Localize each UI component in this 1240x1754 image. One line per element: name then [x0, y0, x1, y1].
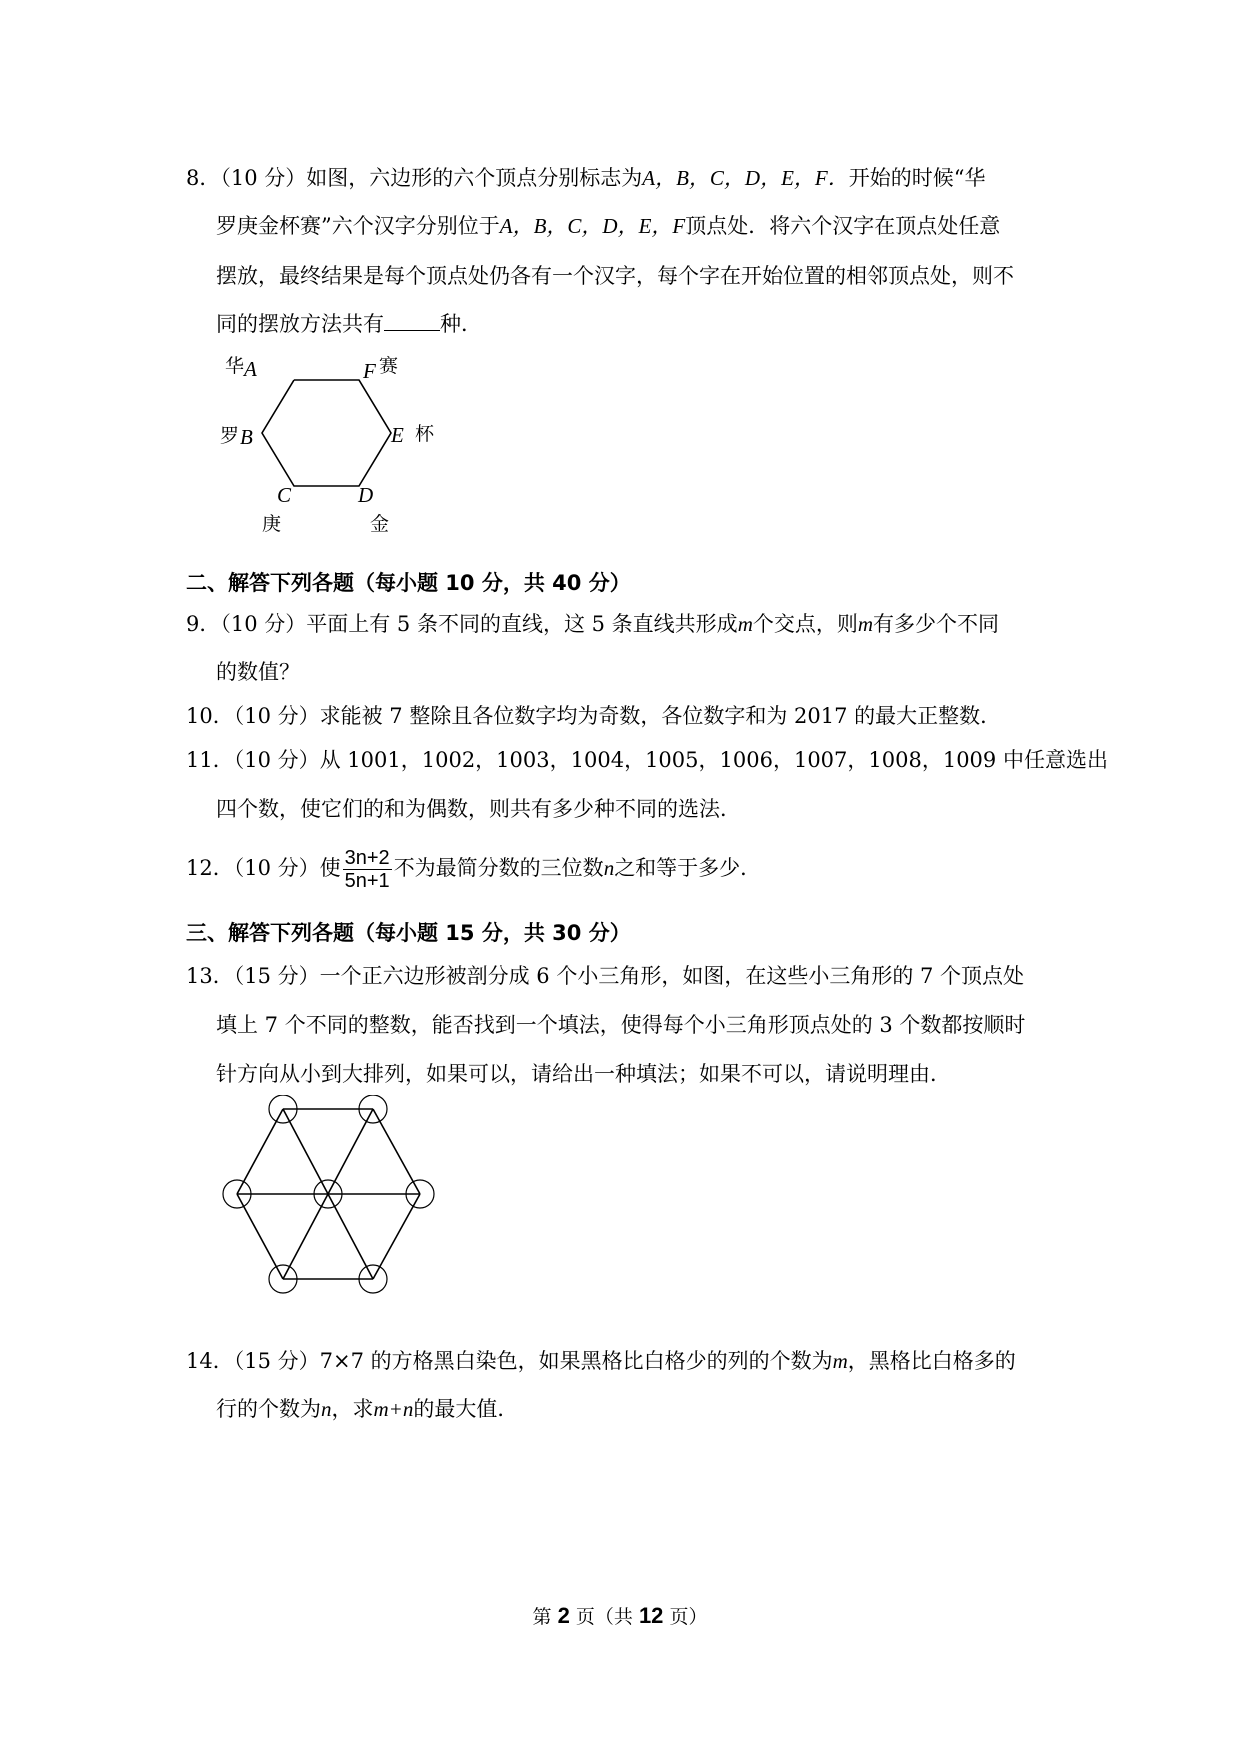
fraction: $\frac{3n+2}{5n+1}$ [344, 847, 390, 892]
vertex-a-label: A [244, 357, 257, 381]
q12-line: 12．（10 分）使 $\frac{3n+2}{5n+1}$ 不为最简分数的三位数n之和等于多少． [186, 847, 762, 892]
hexagon-outline [262, 380, 391, 486]
q13-line3: 针方向从小到大排列，如果可以，请给出一种填法；如果不可以，请说明理由． [216, 1062, 951, 1086]
q9-line1: 9．（10 分）平面上有 5 条不同的直线，这 5 条直线共形成m个交点，则m有多少个不同 [186, 612, 1000, 636]
q8-line3: 摆放，最终结果是每个顶点处仍各有一个汉字，每个字在开始位置的相邻顶点处，则不 [216, 264, 1014, 288]
q8-line2: 罗庚金杯赛”六个汉字分别位于A，B，C，D，E，F顶点处．将六个汉字在顶点处任意 [216, 214, 1001, 238]
vertex-c-label: C [277, 483, 292, 507]
q8-line4: 同的摆放方法共有 种． [216, 312, 482, 336]
q9-line2: 的数值？ [216, 660, 300, 684]
char-sai: 赛 [379, 355, 399, 377]
page-number: 2 [557, 1603, 570, 1628]
section-2-title: 二、解答下列各题（每小题 10 分，共 40 分） [186, 571, 631, 595]
vertex-f-label: F [363, 359, 376, 383]
hexagon-edges [237, 1109, 420, 1279]
char-jin: 金 [370, 513, 390, 535]
q13-line2: 填上 7 个不同的整数，能否找到一个填法，使得每个小三角形顶点处的 3 个数都按顺时 [216, 1013, 1026, 1037]
char-luo: 罗 [220, 425, 240, 447]
vertex-d-label: D [358, 483, 374, 507]
q14-line1: 14．（15 分）7×7 的方格黑白染色，如果黑格比白格少的列的个数为m，黑格比白格多的 [186, 1349, 1016, 1373]
triangulated-hexagon-figure [215, 1095, 455, 1310]
q8-line1: 8．（10 分）如图，六边形的六个顶点分别标志为A，B，C，D，E，F．开始的时候“华 [186, 166, 986, 190]
section-3-title: 三、解答下列各题（每小题 15 分，共 30 分） [186, 921, 631, 945]
answer-blank [384, 312, 440, 331]
total-pages: 12 [638, 1603, 664, 1628]
char-geng: 庚 [262, 513, 282, 535]
q14-line2: 行的个数为n，求m+n的最大值． [216, 1397, 519, 1421]
q11-line1: 11．（10 分）从 1001，1002，1003，1004，1005，1006，1007，1008，1009 中任意选出 [186, 748, 1108, 772]
vertex-b-label: B [240, 425, 253, 449]
hexagon-figure [215, 350, 445, 535]
q13-line1: 13．（15 分）一个正六边形被剖分成 6 个小三角形，如图，在这些小三角形的 7 个顶点处 [186, 964, 1025, 988]
vertex-e-label: E [391, 423, 404, 447]
char-bei: 杯 [415, 423, 435, 445]
q10-line: 10．（10 分）求能被 7 整除且各位数字均为奇数，各位数字和为 2017 的最大正整数． [186, 704, 1002, 728]
page-footer: 第 2 页（共 12 页） [532, 1603, 708, 1628]
q11-line2: 四个数，使它们的和为偶数，则共有多少种不同的选法． [216, 797, 741, 821]
char-hua: 华 [225, 355, 245, 377]
